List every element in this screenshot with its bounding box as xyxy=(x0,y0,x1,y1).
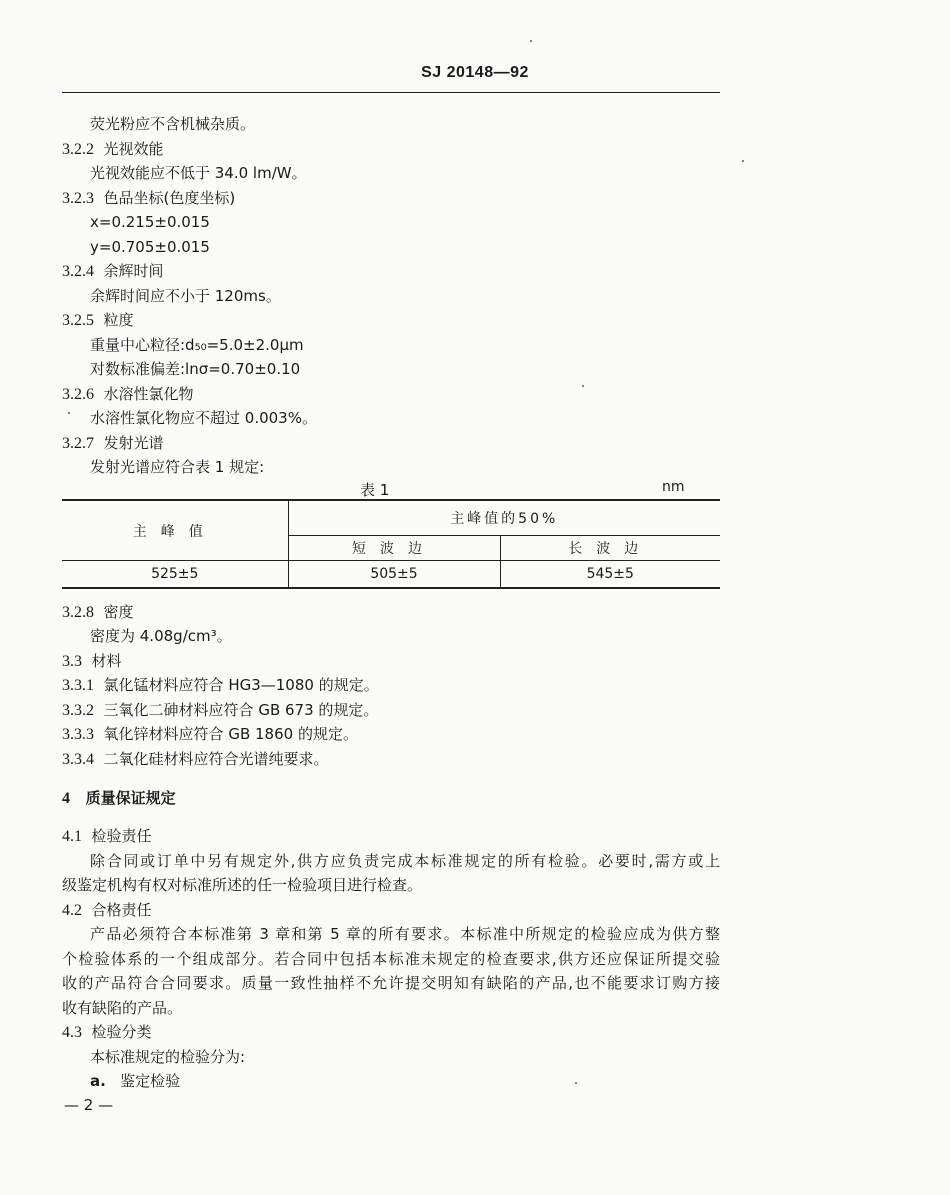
cell-long: 545±5 xyxy=(500,561,720,589)
page-number: — 2 — xyxy=(64,1096,114,1114)
section-heading: 4.3 检验分类 xyxy=(62,1023,152,1041)
clause-heading: 3.2.2 光视效能 xyxy=(62,140,164,158)
scan-speck xyxy=(68,412,70,414)
paragraph-line: 发射光谱应符合表 1 规定: xyxy=(90,458,265,476)
clause-heading: 3.2.7 发射光谱 xyxy=(62,434,164,452)
paragraph-line: 个检验体系的一个组成部分。若合同中包括本标准未规定的检查要求,供方还应保证所提交验 xyxy=(62,950,720,968)
scan-speck xyxy=(742,160,744,162)
cell-peak: 525±5 xyxy=(62,561,288,589)
paragraph-line: 产品必须符合本标准第 3 章和第 5 章的所有要求。本标准中所规定的检验应成为供方整 xyxy=(90,925,720,943)
clause-heading: 3.2.6 水溶性氯化物 xyxy=(62,385,194,403)
section-heading: 3.3 材料 xyxy=(62,652,122,670)
col-header-short-wave: 短波边 xyxy=(288,536,500,561)
clause-line: 3.3.3 氧化锌材料应符合 GB 1860 的规定。 xyxy=(62,725,358,743)
paragraph-line: 余辉时间应不小于 120ms。 xyxy=(90,287,281,305)
paragraph-line: 收有缺陷的产品。 xyxy=(62,999,183,1017)
paragraph-line: 收的产品符合合同要求。质量一致性抽样不允许提交明知有缺陷的产品,也不能要求订购方接 xyxy=(62,974,720,992)
paragraph-line: 本标准规定的检验分为: xyxy=(90,1048,246,1066)
table-row xyxy=(62,561,720,589)
table-unit: nm xyxy=(662,479,685,495)
scan-speck xyxy=(575,1082,577,1084)
scan-speck xyxy=(582,385,584,387)
cell-short: 505±5 xyxy=(288,561,500,589)
table-caption: 表 1 xyxy=(360,481,390,499)
paragraph-line: 级鉴定机构有权对标准所述的任一检验项目进行检查。 xyxy=(62,876,423,894)
clause-heading: 3.2.4 余辉时间 xyxy=(62,262,164,280)
formula-line: y=0.705±0.015 xyxy=(90,238,210,256)
col-header-half-peak: 主峰值的50% xyxy=(288,500,720,536)
scan-speck xyxy=(530,40,532,42)
document-number: SJ 20148—92 xyxy=(421,64,529,81)
list-item: a. 鉴定检验 xyxy=(90,1072,181,1090)
clause-line: 3.3.4 二氧化硅材料应符合光谱纯要求。 xyxy=(62,750,329,768)
clause-heading: 3.2.5 粒度 xyxy=(62,311,134,329)
clause-heading: 3.2.3 色品坐标(色度坐标) xyxy=(62,189,236,207)
clause-line: 3.3.2 三氧化二砷材料应符合 GB 673 的规定。 xyxy=(62,701,379,719)
paragraph-line: 除合同或订单中另有规定外,供方应负责完成本标准规定的所有检验。必要时,需方或上 xyxy=(90,852,720,870)
clause-heading: 3.2.8 密度 xyxy=(62,603,134,621)
paragraph-line: 密度为 4.08g/cm³。 xyxy=(90,627,232,645)
paragraph-line: 水溶性氯化物应不超过 0.003%。 xyxy=(90,409,317,427)
formula-line: 对数标准偏差:lnσ=0.70±0.10 xyxy=(90,360,301,378)
clause-line: 3.3.1 氯化锰材料应符合 HG3—1080 的规定。 xyxy=(62,676,379,694)
section-heading: 4.2 合格责任 xyxy=(62,901,152,919)
chapter-heading: 4 质量保证规定 xyxy=(62,789,176,807)
col-header-peak: 主峰值 xyxy=(62,500,288,561)
col-header-long-wave: 长波边 xyxy=(500,536,720,561)
section-heading: 4.1 检验责任 xyxy=(62,827,152,845)
header-rule xyxy=(62,92,720,93)
paragraph-line: 荧光粉应不含机械杂质。 xyxy=(90,115,256,133)
paragraph-line: 光视效能应不低于 34.0 lm/W。 xyxy=(90,164,307,182)
emission-spectrum-table xyxy=(62,499,720,589)
formula-line: 重量中心粒径:d₅₀=5.0±2.0μm xyxy=(90,336,304,354)
formula-line: x=0.215±0.015 xyxy=(90,213,210,231)
